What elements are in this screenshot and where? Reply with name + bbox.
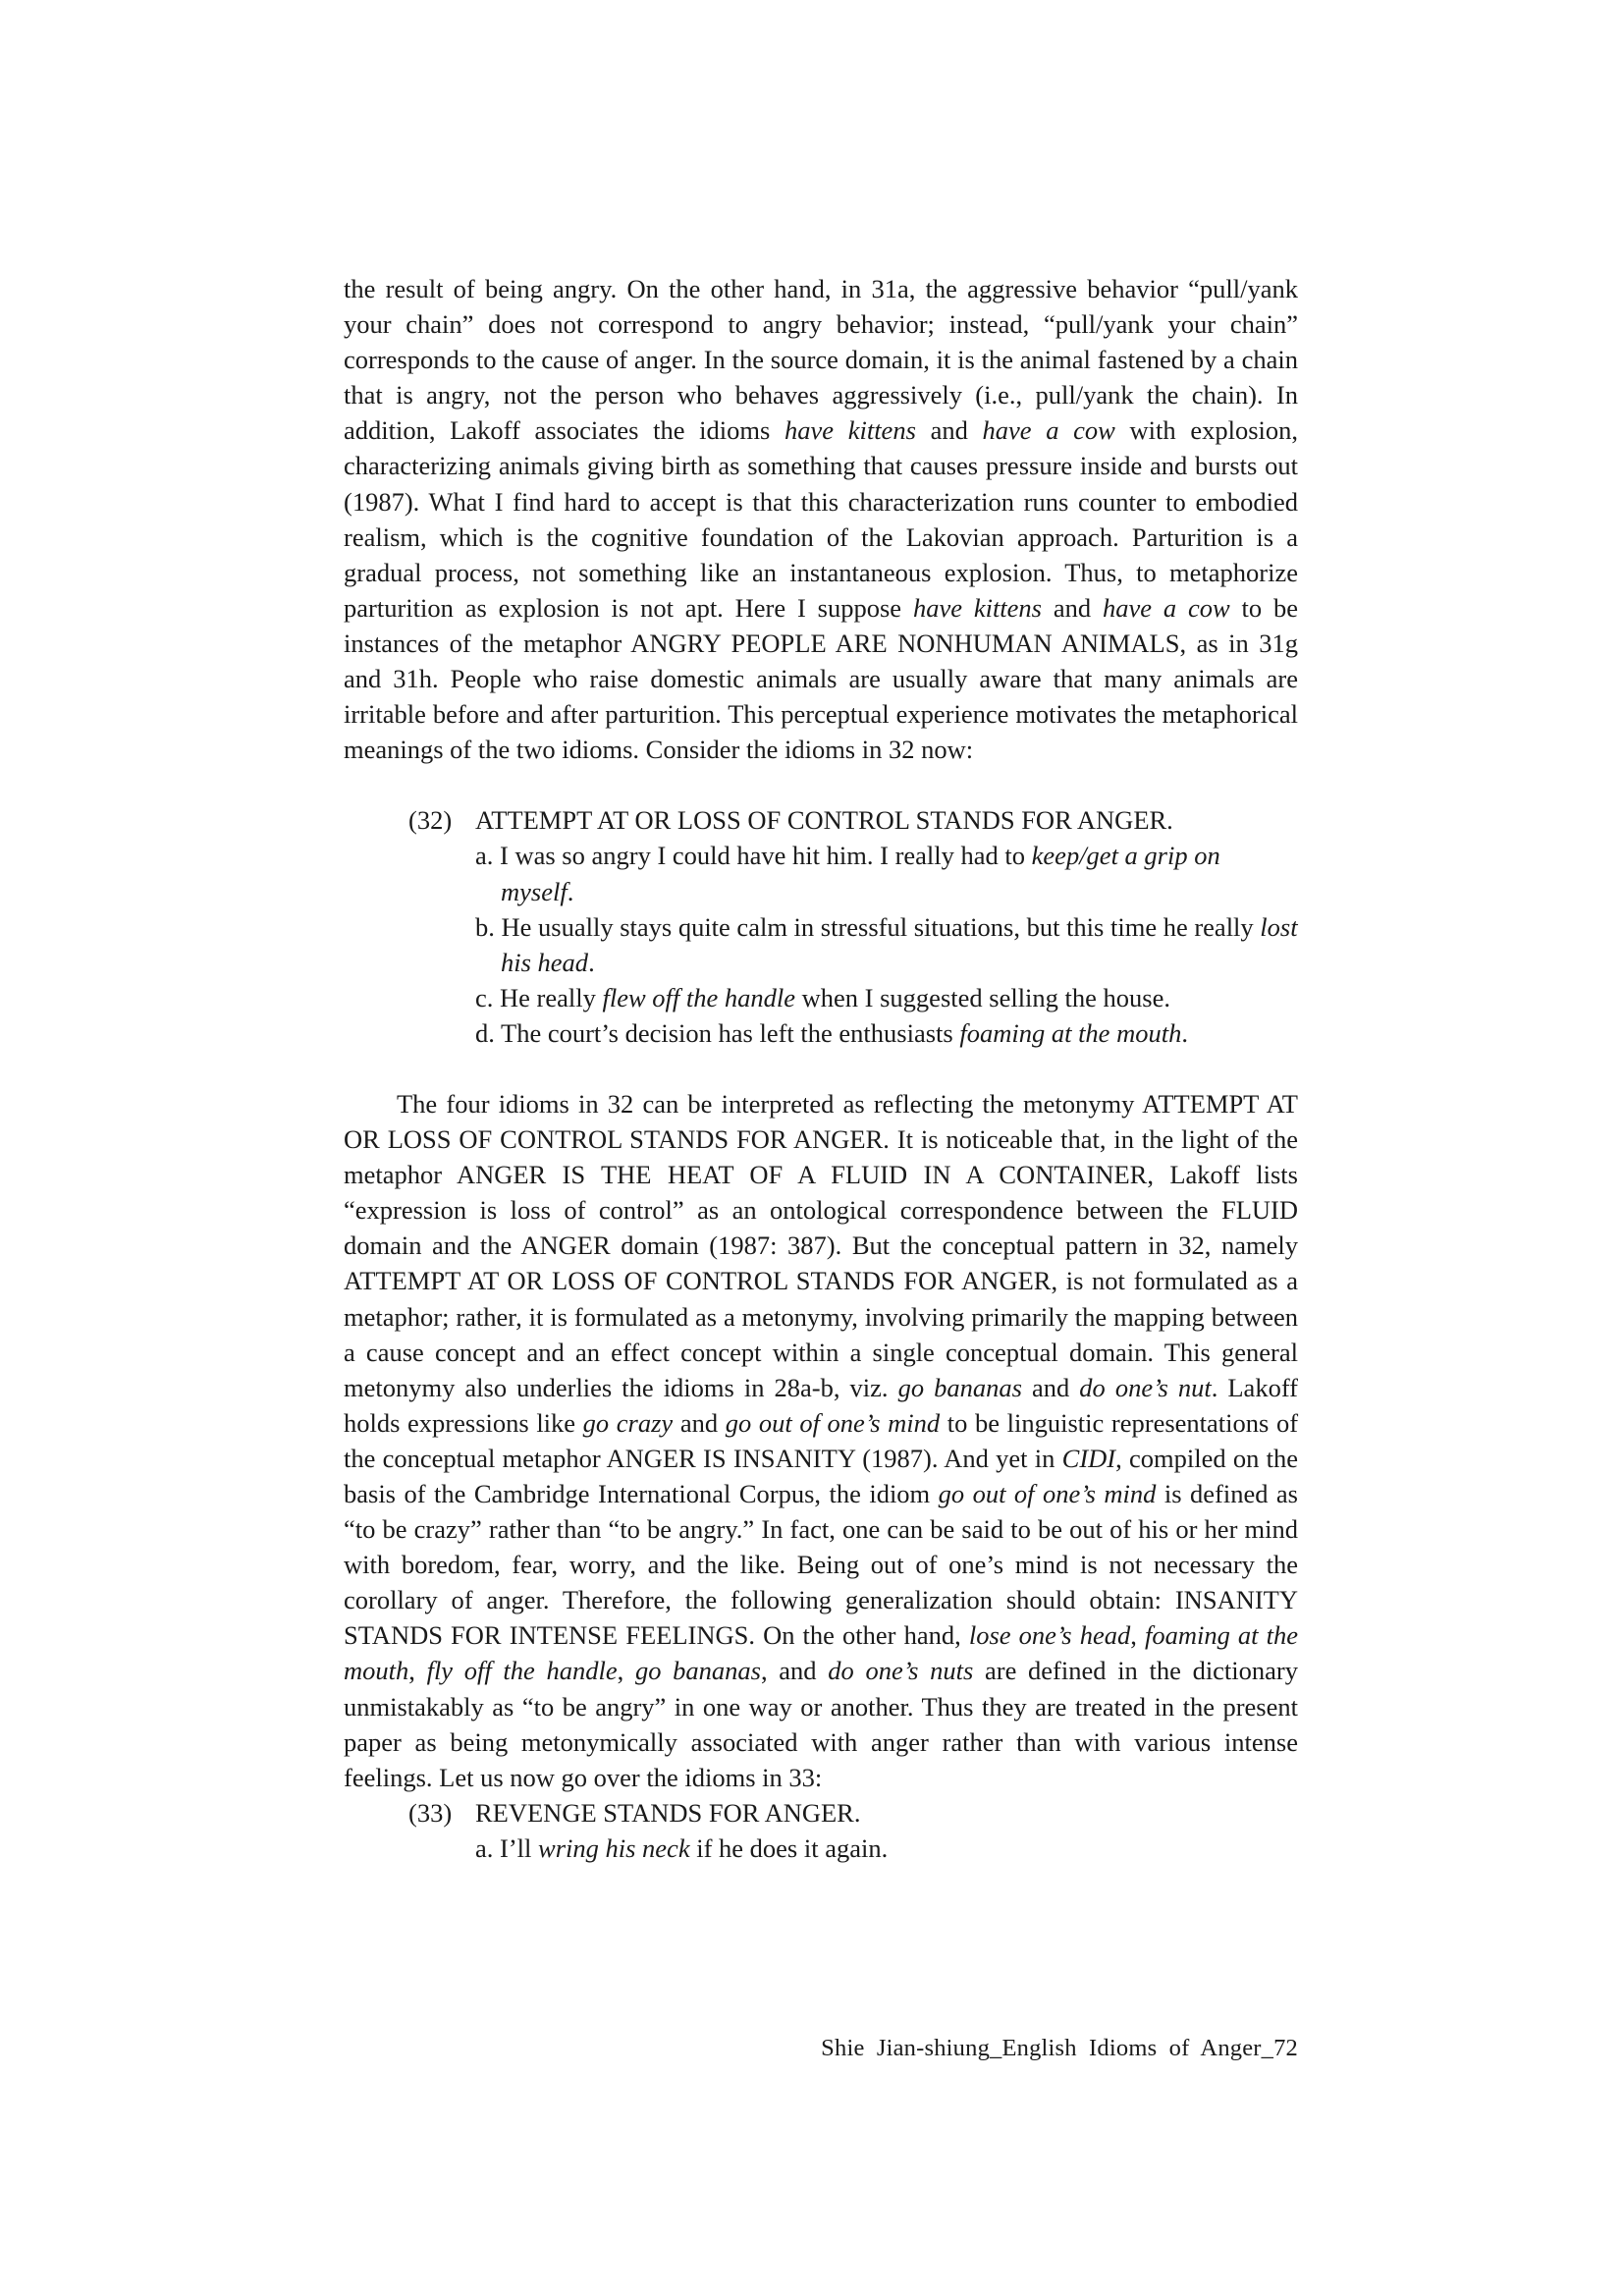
example-32 bbox=[408, 802, 1298, 1051]
idiom: have a cow bbox=[1102, 592, 1230, 623]
idiom: foaming at the mouth bbox=[959, 1017, 1182, 1048]
idiom: go out of one’s mind bbox=[938, 1479, 1157, 1508]
text-run: with explosion, characterizing animals giving birth as something that causes pressure inside and bursts out (1987). What I find hard to accept is that this characterization runs counter to embodied realism, which is the cognitive foundation of the Lakovian approach. Parturition is a gradual process, not something like an instantaneous explosion. Thus, to metaphorize parturition as explosion is not apt. Here I suppose bbox=[344, 415, 1298, 623]
example-item-b: b. He usually stays quite calm in stressful situations, but this time he really lost his head. bbox=[475, 911, 1298, 977]
text-run: and bbox=[1042, 592, 1103, 623]
example-item-a: a. I’ll wring his neck if he does it again. bbox=[475, 1832, 889, 1863]
idiom: have a cow bbox=[982, 415, 1115, 446]
idiom: keep/get a grip on myself bbox=[501, 841, 1220, 906]
example-title: ATTEMPT AT OR LOSS OF CONTROL STANDS FOR ANGER. bbox=[475, 805, 1173, 836]
dictionary-title: CIDI bbox=[1061, 1443, 1116, 1473]
text-run: the result of being angry. On the other hand, in 31a, the aggressive behavior “pull/yank your chain” does not correspond to angry behavior; instead, “pull/yank your chain” corresponds to the cause of anger. In the source domain, it is the animal fastened by a chain that is angry, not the person who behaves aggressively (i.e., pull/yank the chain). In addition, Lakoff associates the idioms bbox=[344, 274, 1298, 446]
idiom: fly off the handle bbox=[426, 1656, 618, 1686]
idiom: wring his neck bbox=[538, 1832, 690, 1863]
idiom: have kittens bbox=[784, 415, 916, 446]
idiom: flew off the handle bbox=[602, 982, 796, 1012]
idiom: foaming at the mouth bbox=[344, 1620, 1299, 1686]
example-number: (33) bbox=[408, 1797, 453, 1828]
paragraph-2: The four idioms in 32 can be interpreted as reflecting the metonymy ATTEMPT AT OR LOSS OF CONTROL STANDS FOR ANGER. It is noticeable that, in the light of the metaphor ANGER IS THE HEAT OF A FLUID IN A CONTAINER, Lakoff lists “expression is loss of control” as an ontological correspondence between the FLUID domain and the ANGER domain (1987: 387). But the conceptual pattern in 32, namely ATTEMPT AT OR LOSS OF CONTROL STANDS FOR ANGER, is not formulated as a metaphor; rather, it is formulated as a metonymy, involving primarily the mapping between a cause concept and an effect concept within a single conceptual domain. This general metonymy also underlies the idioms in 28a-b, viz. go bananas and do one’s nut. Lakoff holds expressions like go crazy and go out of one’s mind to be linguistic representations of the conceptual metaphor ANGER IS INSANITY (1987). And yet in CIDI, compiled on the basis of the Cambridge International Corpus, the idiom go out of one’s mind is defined as “to be crazy” rather than “to be angry.” In fact, one can be said to be out of his or her mind with boredom, fear, worry, and the like. Being out of one’s mind is not necessary the corollary of anger. Therefore, the following generalization should obtain: INSANITY STANDS FOR INTENSE FEELINGS. On the other hand, lose one’s head, foaming at the mouth, fly off the handle, go bananas, and do one’s nuts are defined in the dictionary unmistakably as “to be angry” in one way or another. Thus they are treated in the present paper as being metonymically associated with anger rather than with various intense feelings. Let us now go over the idioms in 33: bbox=[344, 1088, 1299, 1792]
example-items bbox=[475, 838, 1298, 1051]
example-heading bbox=[408, 802, 1298, 838]
text-run: and bbox=[915, 415, 983, 446]
example-heading bbox=[408, 1795, 1298, 1831]
idiom: go out of one’s mind bbox=[725, 1407, 941, 1438]
text-run: to be instances of the metaphor ANGRY PEOPLE ARE NONHUMAN ANIMALS, as in 31g and 31h. People who raise domestic animals are usually aware that many animals are irritable before and after parturition. This perceptual experience motivates the metaphorical meanings of the two idioms. Consider the idioms in 32 now: bbox=[344, 592, 1299, 765]
example-number: (32) bbox=[408, 805, 453, 836]
paragraph-1 bbox=[344, 271, 1298, 767]
example-33 bbox=[408, 1795, 1298, 1866]
idiom: go bananas bbox=[634, 1656, 761, 1686]
example-item-a: a. I was so angry I could have hit him. I really had to keep/get a grip on myself. bbox=[475, 841, 1220, 906]
idiom: lose one’s head bbox=[968, 1620, 1131, 1651]
idiom: do one’s nuts bbox=[828, 1656, 974, 1686]
page-body bbox=[344, 271, 1298, 1866]
idiom: do one’s nut bbox=[1079, 1372, 1212, 1402]
idiom: go crazy bbox=[582, 1407, 674, 1438]
example-item-d: d. The court’s decision has left the enthusiasts foaming at the mouth. bbox=[475, 1017, 1188, 1048]
example-item-c: c. He really flew off the handle when I suggested selling the house. bbox=[475, 982, 1170, 1012]
example-items bbox=[475, 1831, 1298, 1866]
idiom: go bananas bbox=[897, 1372, 1022, 1402]
idiom: lost his head bbox=[501, 911, 1298, 977]
example-title: REVENGE STANDS FOR ANGER. bbox=[475, 1797, 861, 1828]
page-footer: Shie Jian-shiung_English Idioms of Anger_72 bbox=[821, 2035, 1298, 2061]
idiom: have kittens bbox=[912, 592, 1042, 623]
